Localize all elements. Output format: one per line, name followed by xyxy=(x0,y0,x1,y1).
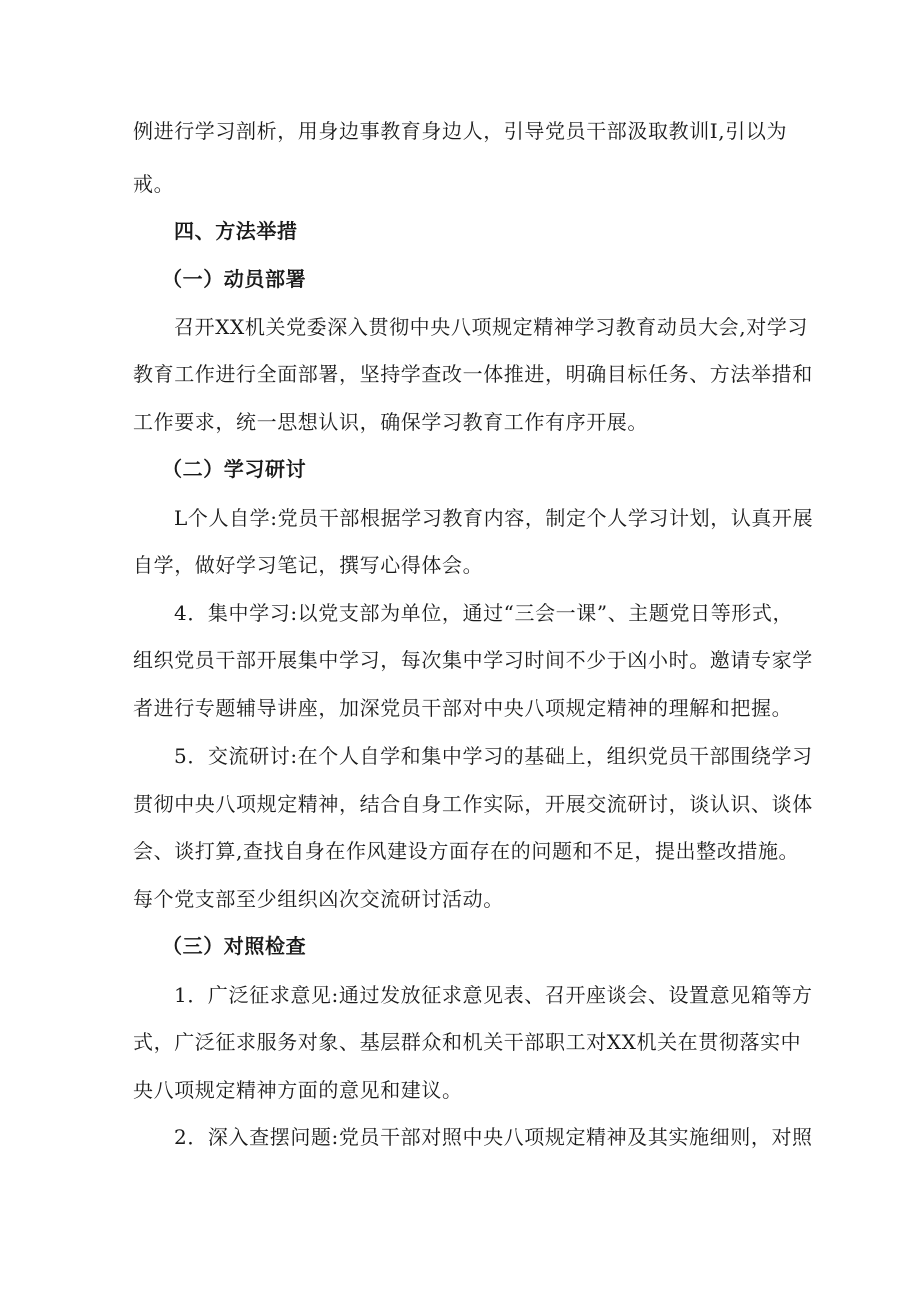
paragraph-line: 者进行专题辅导讲座，加深党员干部对中央八项规定精神的理解和把握。 xyxy=(133,696,793,720)
paragraph-line: 式，广泛征求服务对象、基层群众和机关干部职工对XX机关在贯彻落实中 xyxy=(133,1030,802,1054)
paragraph-line: 组织党员干部开展集中学习，每次集中学习时间不少于凶小时。邀请专家学 xyxy=(133,648,813,672)
paragraph-line: 会、谈打算,查找自身在作风建设方面存在的问题和不足，提出整改措施。 xyxy=(133,839,800,863)
subsection-heading: （三）对照检查 xyxy=(162,934,307,958)
paragraph-line: 例进行学习剖析，用身边事教育身边人，引导党员干部汲取教训I,引以为 xyxy=(133,119,788,143)
paragraph-line: 工作要求，统一思想认识，确保学习教育工作有序开展。 xyxy=(133,410,648,434)
paragraph-line: 戒。 xyxy=(133,172,175,196)
paragraph-line: 1．广泛征求意见:通过发放征求意见表、召开座谈会、设置意见箱等方 xyxy=(174,983,813,1007)
paragraph-line: 自学，做好学习笔记，撰写心得体会。 xyxy=(133,553,484,577)
paragraph-line: 4．集中学习:以党支部为单位，通过“三会一课”、主题党日等形式， xyxy=(174,601,794,625)
section-heading: 四、方法举措 xyxy=(174,219,298,243)
paragraph-line: 每个党支部至少组织凶次交流研讨活动。 xyxy=(133,887,504,911)
paragraph-line: 贯彻中央八项规定精神，结合自身工作实际，开展交流研讨，谈认识、谈体 xyxy=(133,792,813,816)
paragraph-line: 央八项规定精神方面的意见和建议。 xyxy=(133,1078,463,1102)
paragraph-line: 召开XX机关党委深入贯彻中央八项规定精神学习教育动员大会,对学习 xyxy=(174,315,809,339)
subsection-heading: （一）动员部署 xyxy=(162,267,307,291)
paragraph-line: 2．深入查摆问题:党员干部对照中央八项规定精神及其实施细则，对照 xyxy=(174,1125,813,1149)
paragraph-line: 教育工作进行全面部署，坚持学查改一体推进，明确目标任务、方法举措和 xyxy=(133,362,813,386)
subsection-heading: （二）学习研讨 xyxy=(162,457,307,481)
paragraph-line: L个人自学:党员干部根据学习教育内容，制定个人学习计划，认真开展 xyxy=(174,506,814,530)
paragraph-line: 5．交流研讨:在个人自学和集中学习的基础上，组织党员干部围绕学习 xyxy=(174,744,813,768)
